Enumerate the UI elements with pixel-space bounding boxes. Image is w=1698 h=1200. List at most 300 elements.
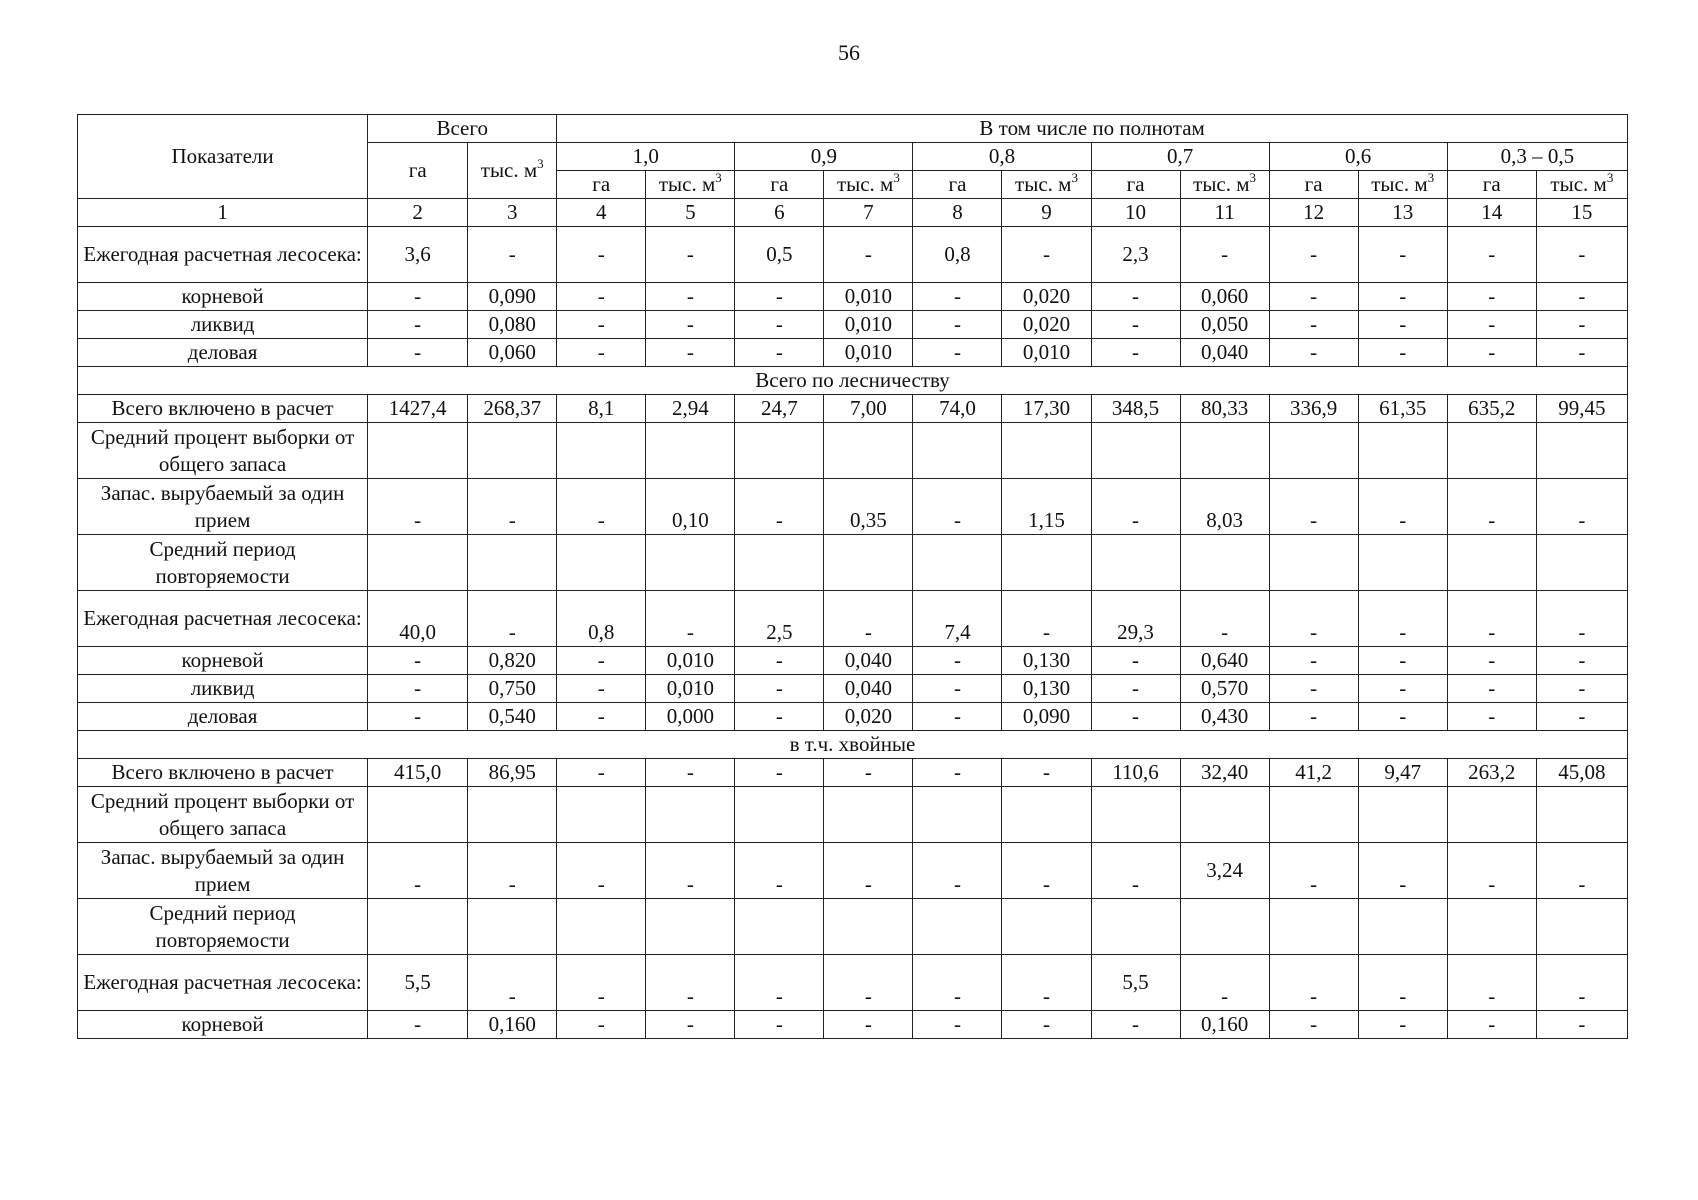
table-cell: - <box>1447 675 1536 703</box>
table-cell: - <box>646 843 735 899</box>
table-cell: - <box>1091 703 1180 731</box>
row-label: Всего включено в расчет <box>78 395 368 423</box>
table-cell: - <box>1358 843 1447 899</box>
table-cell: 2,5 <box>735 591 824 647</box>
table-row <box>78 1011 1628 1039</box>
table-cell: - <box>557 339 646 367</box>
table-row <box>78 955 1628 1011</box>
table-cell: - <box>468 843 557 899</box>
table-cell: - <box>557 955 646 1011</box>
table-cell: - <box>368 283 468 311</box>
table-cell: 0,080 <box>468 311 557 339</box>
table-cell <box>1536 535 1627 591</box>
row-label: ликвид <box>78 675 368 703</box>
table-cell: - <box>646 759 735 787</box>
table-cell: - <box>1358 1011 1447 1039</box>
table-cell: - <box>1536 283 1627 311</box>
table-cell: - <box>646 227 735 283</box>
table-row <box>78 283 1628 311</box>
table-cell: 110,6 <box>1091 759 1180 787</box>
row-label: Всего включено в расчет <box>78 759 368 787</box>
header-unit-volume: тыс. $м^3$ <box>1536 171 1627 199</box>
table-cell <box>646 535 735 591</box>
table-cell <box>1091 535 1180 591</box>
table-cell: - <box>1091 479 1180 535</box>
column-number: 5 <box>646 199 735 227</box>
table-cell: - <box>1358 591 1447 647</box>
table-cell: 0,130 <box>1002 675 1091 703</box>
table-cell: - <box>646 283 735 311</box>
table-cell: 336,9 <box>1269 395 1358 423</box>
table-cell <box>1358 535 1447 591</box>
row-label: Ежегодная расчетная лесосека: <box>78 227 368 283</box>
table-cell <box>735 787 824 843</box>
table-cell: - <box>646 955 735 1011</box>
table-cell: 8,03 <box>1180 479 1269 535</box>
table-cell: 0,090 <box>1002 703 1091 731</box>
header-total-volume: тыс. $м^3$ <box>468 143 557 199</box>
table-cell: - <box>1180 955 1269 1011</box>
header-total-ha: га <box>368 143 468 199</box>
table-cell <box>468 423 557 479</box>
table-cell: - <box>1269 955 1358 1011</box>
table-cell <box>1358 787 1447 843</box>
table-cell: 3,6 <box>368 227 468 283</box>
header-unit-ha: га <box>735 171 824 199</box>
table-cell: 0,160 <box>1180 1011 1269 1039</box>
table-cell <box>1447 423 1536 479</box>
table-cell: - <box>1536 1011 1627 1039</box>
column-number: 13 <box>1358 199 1447 227</box>
table-cell: - <box>1091 647 1180 675</box>
table-row <box>78 703 1628 731</box>
table-cell: - <box>557 1011 646 1039</box>
table-cell <box>1447 787 1536 843</box>
table-cell: 61,35 <box>1358 395 1447 423</box>
table-cell: 0,020 <box>824 703 913 731</box>
table-cell: - <box>1269 647 1358 675</box>
column-number: 4 <box>557 199 646 227</box>
header-total: Всего <box>368 115 557 143</box>
table-cell <box>824 787 913 843</box>
table-cell <box>1269 899 1358 955</box>
allowable-cut-table <box>77 114 1628 1039</box>
row-label: корневой <box>78 283 368 311</box>
table-body <box>78 227 1628 1039</box>
table-cell: - <box>1269 675 1358 703</box>
table-cell: - <box>1358 339 1447 367</box>
table-cell <box>824 423 913 479</box>
table-cell: 0,130 <box>1002 647 1091 675</box>
table-cell <box>1002 899 1091 955</box>
table-cell: 0,8 <box>557 591 646 647</box>
header-density: 0,8 <box>913 143 1091 171</box>
table-cell: 17,30 <box>1002 395 1091 423</box>
row-label: ликвид <box>78 311 368 339</box>
table-row <box>78 759 1628 787</box>
table-cell: 0,540 <box>468 703 557 731</box>
table-cell: - <box>1447 1011 1536 1039</box>
table-cell: - <box>735 479 824 535</box>
table-cell: - <box>557 759 646 787</box>
header-unit-volume: тыс. $м^3$ <box>1180 171 1269 199</box>
table-cell <box>557 423 646 479</box>
table-cell: - <box>913 647 1002 675</box>
table-cell: - <box>557 675 646 703</box>
row-label: Средний процент выборки от общего запаса <box>78 787 368 843</box>
table-cell: - <box>1091 311 1180 339</box>
table-cell <box>1180 787 1269 843</box>
table-cell <box>735 899 824 955</box>
table-row <box>78 339 1628 367</box>
table-cell: - <box>735 703 824 731</box>
table-cell: - <box>824 1011 913 1039</box>
table-cell <box>557 899 646 955</box>
table-cell: - <box>735 1011 824 1039</box>
table-cell: - <box>1269 1011 1358 1039</box>
table-cell: - <box>1269 311 1358 339</box>
section-title: в т.ч. хвойные <box>78 731 1628 759</box>
row-label: деловая <box>78 703 368 731</box>
table-cell: - <box>1002 1011 1091 1039</box>
table-cell: - <box>1536 675 1627 703</box>
column-number: 6 <box>735 199 824 227</box>
table-cell <box>1091 899 1180 955</box>
table-cell: 0,000 <box>646 703 735 731</box>
table-cell: - <box>1447 339 1536 367</box>
table-cell: 7,4 <box>913 591 1002 647</box>
table-cell <box>1180 899 1269 955</box>
table-cell: 415,0 <box>368 759 468 787</box>
table-cell: - <box>1358 227 1447 283</box>
table-cell: - <box>468 227 557 283</box>
table-cell: - <box>1002 955 1091 1011</box>
column-number: 7 <box>824 199 913 227</box>
table-cell: - <box>1358 647 1447 675</box>
table-cell: 7,00 <box>824 395 913 423</box>
table-cell: - <box>646 1011 735 1039</box>
table-cell: - <box>1447 283 1536 311</box>
table-cell: - <box>557 283 646 311</box>
table-cell: - <box>557 647 646 675</box>
table-cell: 0,010 <box>824 311 913 339</box>
header-unit-volume: тыс. $м^3$ <box>824 171 913 199</box>
column-number: 1 <box>78 199 368 227</box>
table-cell: - <box>913 955 1002 1011</box>
column-number: 11 <box>1180 199 1269 227</box>
row-label: Запас. вырубаемый за один прием <box>78 479 368 535</box>
table-cell: - <box>557 227 646 283</box>
table-cell: 99,45 <box>1536 395 1627 423</box>
table-cell: - <box>1269 283 1358 311</box>
table-cell <box>1269 787 1358 843</box>
table-cell: 8,1 <box>557 395 646 423</box>
header-indicator: Показатели <box>78 115 368 199</box>
table-cell: - <box>913 675 1002 703</box>
table-row <box>78 787 1628 843</box>
table-cell: - <box>557 843 646 899</box>
table-cell: - <box>468 591 557 647</box>
table-cell <box>646 423 735 479</box>
table-cell: - <box>468 955 557 1011</box>
table-cell: - <box>1269 843 1358 899</box>
table-cell: - <box>368 843 468 899</box>
table-cell: - <box>1447 955 1536 1011</box>
table-cell: - <box>913 479 1002 535</box>
table-cell <box>1091 787 1180 843</box>
table-cell <box>368 899 468 955</box>
table-cell: - <box>1091 1011 1180 1039</box>
table-cell <box>913 787 1002 843</box>
table-cell <box>913 899 1002 955</box>
column-number: 10 <box>1091 199 1180 227</box>
table-header <box>78 115 1628 227</box>
row-label: Ежегодная расчетная лесосека: <box>78 955 368 1011</box>
table-row <box>78 899 1628 955</box>
table-cell: - <box>1536 591 1627 647</box>
table-cell: - <box>1091 283 1180 311</box>
table-cell: 2,94 <box>646 395 735 423</box>
column-number: 12 <box>1269 199 1358 227</box>
table-cell: - <box>1002 591 1091 647</box>
row-label: Ежегодная расчетная лесосека: <box>78 591 368 647</box>
table-cell: 2,3 <box>1091 227 1180 283</box>
table-cell: 0,160 <box>468 1011 557 1039</box>
row-label: корневой <box>78 1011 368 1039</box>
table-cell: 0,090 <box>468 283 557 311</box>
table-cell <box>1180 423 1269 479</box>
table-cell: - <box>1536 703 1627 731</box>
table-cell: - <box>1536 843 1627 899</box>
table-cell: 268,37 <box>468 395 557 423</box>
header-density: 0,3 – 0,5 <box>1447 143 1627 171</box>
table-cell <box>468 787 557 843</box>
table-cell: 1427,4 <box>368 395 468 423</box>
table-cell <box>1536 423 1627 479</box>
table-cell <box>1269 535 1358 591</box>
table-cell: 0,020 <box>1002 311 1091 339</box>
table-row <box>78 535 1628 591</box>
table-cell: 0,040 <box>1180 339 1269 367</box>
table-cell: 0,020 <box>1002 283 1091 311</box>
table-cell <box>1447 899 1536 955</box>
table-cell: - <box>1269 591 1358 647</box>
table-cell: - <box>1002 843 1091 899</box>
table-cell: - <box>468 479 557 535</box>
header-unit-volume: тыс. $м^3$ <box>1002 171 1091 199</box>
table-cell <box>1358 899 1447 955</box>
table-cell <box>468 535 557 591</box>
table-cell: - <box>557 479 646 535</box>
table-cell: 635,2 <box>1447 395 1536 423</box>
table-cell <box>1358 423 1447 479</box>
table-cell: 5,5 <box>1091 955 1180 1011</box>
section-row <box>78 367 1628 395</box>
table-cell: - <box>1536 311 1627 339</box>
table-cell <box>1536 787 1627 843</box>
table-cell <box>824 535 913 591</box>
header-density: 0,6 <box>1269 143 1447 171</box>
column-number: 14 <box>1447 199 1536 227</box>
table-cell: 0,010 <box>1002 339 1091 367</box>
column-number: 8 <box>913 199 1002 227</box>
table-cell: - <box>368 339 468 367</box>
table-cell: - <box>913 759 1002 787</box>
table-cell: - <box>1358 703 1447 731</box>
column-number: 2 <box>368 199 468 227</box>
table-cell: 41,2 <box>1269 759 1358 787</box>
table-cell: - <box>368 703 468 731</box>
table-cell: - <box>913 703 1002 731</box>
table-cell: - <box>1536 647 1627 675</box>
table-cell: - <box>824 759 913 787</box>
table-cell: 0,8 <box>913 227 1002 283</box>
table-cell: 0,750 <box>468 675 557 703</box>
header-unit-ha: га <box>913 171 1002 199</box>
table-cell <box>1269 423 1358 479</box>
table-cell: - <box>557 311 646 339</box>
table-cell: - <box>735 955 824 1011</box>
table-cell: 263,2 <box>1447 759 1536 787</box>
table-cell: 29,3 <box>1091 591 1180 647</box>
table-cell <box>368 535 468 591</box>
table-cell: - <box>735 647 824 675</box>
table-cell <box>1002 423 1091 479</box>
table-row <box>78 479 1628 535</box>
table-cell: - <box>1447 591 1536 647</box>
header-density: 0,9 <box>735 143 913 171</box>
table-cell: - <box>735 843 824 899</box>
table-cell: - <box>1091 843 1180 899</box>
table-cell <box>1002 535 1091 591</box>
table-cell: 0,5 <box>735 227 824 283</box>
header-unit-volume: тыс. $м^3$ <box>646 171 735 199</box>
table-cell: 0,570 <box>1180 675 1269 703</box>
table-cell: - <box>1536 227 1627 283</box>
table-cell: - <box>1447 227 1536 283</box>
section-title: Всего по лесничеству <box>78 367 1628 395</box>
table-cell: - <box>824 955 913 1011</box>
table-cell: 0,040 <box>824 647 913 675</box>
table-cell: - <box>1536 479 1627 535</box>
row-label: Средний период повторяемости <box>78 899 368 955</box>
table-cell: - <box>1091 675 1180 703</box>
row-label: деловая <box>78 339 368 367</box>
table-cell: 0,640 <box>1180 647 1269 675</box>
header-unit-ha: га <box>557 171 646 199</box>
header-by-density: В том числе по полнотам <box>557 115 1628 143</box>
table-cell <box>468 899 557 955</box>
table-cell <box>913 535 1002 591</box>
table-cell: 0,040 <box>824 675 913 703</box>
table-cell: - <box>1002 227 1091 283</box>
column-number: 15 <box>1536 199 1627 227</box>
table-cell: - <box>368 675 468 703</box>
table-cell: 74,0 <box>913 395 1002 423</box>
table-cell: 1,15 <box>1002 479 1091 535</box>
table-cell: 32,40 <box>1180 759 1269 787</box>
table-row <box>78 227 1628 283</box>
header-density: 0,7 <box>1091 143 1269 171</box>
row-label: корневой <box>78 647 368 675</box>
table-cell <box>368 787 468 843</box>
table-cell: 0,060 <box>1180 283 1269 311</box>
table-cell: - <box>1447 843 1536 899</box>
table-cell <box>1002 787 1091 843</box>
table-cell: 5,5 <box>368 955 468 1011</box>
table-cell: - <box>1269 227 1358 283</box>
table-cell: 86,95 <box>468 759 557 787</box>
table-cell: 0,35 <box>824 479 913 535</box>
table-cell: - <box>824 843 913 899</box>
table-cell: 0,820 <box>468 647 557 675</box>
table-cell: - <box>1269 339 1358 367</box>
table-cell: - <box>1447 647 1536 675</box>
table-cell: 0,010 <box>646 675 735 703</box>
table-cell: - <box>735 283 824 311</box>
table-cell: - <box>1358 955 1447 1011</box>
table-row <box>78 395 1628 423</box>
table-cell <box>735 535 824 591</box>
table-cell: - <box>368 1011 468 1039</box>
table-cell <box>735 423 824 479</box>
table-cell <box>557 535 646 591</box>
table-cell: - <box>735 675 824 703</box>
table-cell: 348,5 <box>1091 395 1180 423</box>
column-number: 3 <box>468 199 557 227</box>
header-unit-ha: га <box>1447 171 1536 199</box>
table-cell: - <box>368 479 468 535</box>
table-cell: - <box>735 759 824 787</box>
table-cell: - <box>913 311 1002 339</box>
table-cell: - <box>913 1011 1002 1039</box>
table-cell: - <box>646 339 735 367</box>
table-cell: 0,10 <box>646 479 735 535</box>
table-cell: 45,08 <box>1536 759 1627 787</box>
row-label: Запас. вырубаемый за один прием <box>78 843 368 899</box>
table-cell: - <box>824 227 913 283</box>
table-row <box>78 647 1628 675</box>
table-cell: - <box>646 591 735 647</box>
table-cell: - <box>824 591 913 647</box>
table-cell <box>1536 899 1627 955</box>
table-cell: - <box>646 311 735 339</box>
row-label: Средний период повторяемости <box>78 535 368 591</box>
table-cell: - <box>1358 479 1447 535</box>
table-cell <box>1447 535 1536 591</box>
header-unit-ha: га <box>1269 171 1358 199</box>
table-row <box>78 591 1628 647</box>
header-density: 1,0 <box>557 143 735 171</box>
table-cell: - <box>913 339 1002 367</box>
table-cell <box>557 787 646 843</box>
table-cell: - <box>1358 283 1447 311</box>
table-cell: - <box>735 311 824 339</box>
table-row <box>78 423 1628 479</box>
table-cell: 0,430 <box>1180 703 1269 731</box>
table-cell: - <box>1447 311 1536 339</box>
table-cell: 40,0 <box>368 591 468 647</box>
table-cell <box>1180 535 1269 591</box>
header-unit-volume: тыс. $м^3$ <box>1358 171 1447 199</box>
row-label: Средний процент выборки от общего запаса <box>78 423 368 479</box>
table-cell <box>1091 423 1180 479</box>
table-cell: 9,47 <box>1358 759 1447 787</box>
table-cell: - <box>1536 955 1627 1011</box>
table-cell: 0,010 <box>824 283 913 311</box>
table-cell <box>368 423 468 479</box>
table-row <box>78 843 1628 899</box>
